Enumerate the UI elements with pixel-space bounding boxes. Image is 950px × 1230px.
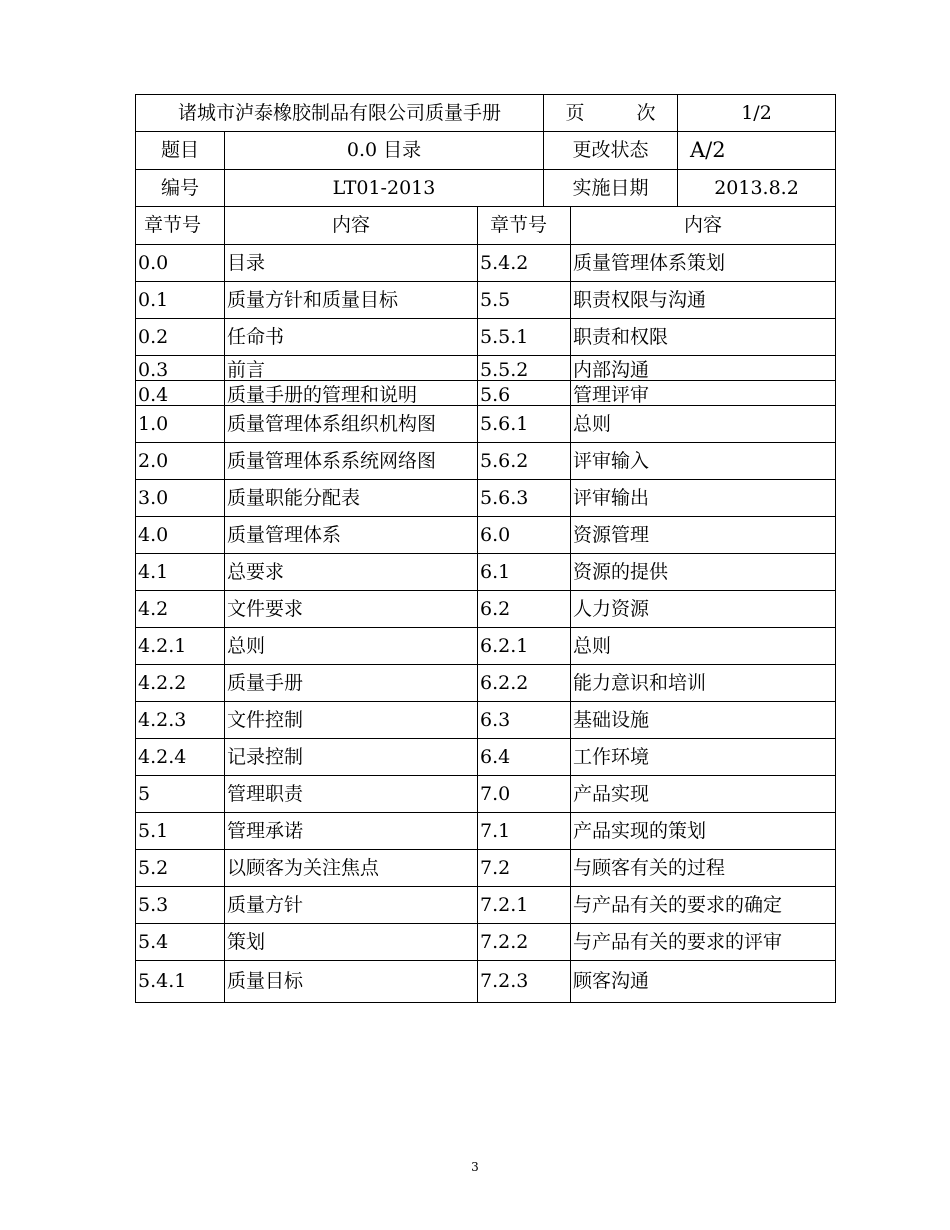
toc-cell-chapter-left: 0.4 xyxy=(136,381,225,406)
toc-cell-chapter-left: 5 xyxy=(136,776,225,813)
toc-row xyxy=(136,381,836,406)
toc-cell-chapter-left: 5.4.1 xyxy=(136,961,225,1003)
header-row-subject xyxy=(136,132,836,170)
toc-cell-content-right: 与顾客有关的过程 xyxy=(571,850,836,887)
toc-cell-chapter-right: 6.0 xyxy=(478,517,571,554)
toc-row xyxy=(136,628,836,665)
toc-cell-content-left: 任命书 xyxy=(225,319,478,356)
toc-cell-chapter-right: 5.6.3 xyxy=(478,480,571,517)
toc-header-row xyxy=(136,207,836,245)
toc-cell-content-left: 前言 xyxy=(225,356,478,381)
page-label-a: 页 xyxy=(565,101,585,124)
revision-label: 更改状态 xyxy=(544,132,678,170)
toc-cell-chapter-left: 4.2 xyxy=(136,591,225,628)
toc-cell-content-left: 质量管理体系系统网络图 xyxy=(225,443,478,480)
toc-row xyxy=(136,850,836,887)
toc-cell-content-right: 与产品有关的要求的确定 xyxy=(571,887,836,924)
toc-cell-chapter-left: 0.2 xyxy=(136,319,225,356)
toc-cell-content-right: 内部沟通 xyxy=(571,356,836,381)
toc-row xyxy=(136,406,836,443)
toc-cell-chapter-right: 5.6 xyxy=(478,381,571,406)
toc-cell-chapter-left: 3.0 xyxy=(136,480,225,517)
toc-cell-content-left: 目录 xyxy=(225,245,478,282)
toc-cell-content-right: 顾客沟通 xyxy=(571,961,836,1003)
code-value: LT01-2013 xyxy=(225,170,544,207)
toc-cell-content-right: 评审输出 xyxy=(571,480,836,517)
toc-cell-content-right: 评审输入 xyxy=(571,443,836,480)
toc-cell-content-left: 文件控制 xyxy=(225,702,478,739)
toc-cell-chapter-right: 7.2.3 xyxy=(478,961,571,1003)
page-value: 1/2 xyxy=(678,95,836,132)
toc-cell-content-right: 职责和权限 xyxy=(571,319,836,356)
subject-value: 0.0 目录 xyxy=(225,132,544,170)
toc-cell-chapter-right: 5.6.2 xyxy=(478,443,571,480)
toc-cell-content-left: 质量管理体系组织机构图 xyxy=(225,406,478,443)
toc-cell-chapter-right: 7.2 xyxy=(478,850,571,887)
date-label: 实施日期 xyxy=(544,170,678,207)
toc-cell-content-left: 管理承诺 xyxy=(225,813,478,850)
header-row-code xyxy=(136,170,836,207)
toc-cell-chapter-right: 5.5.1 xyxy=(478,319,571,356)
toc-cell-chapter-right: 5.5 xyxy=(478,282,571,319)
toc-cell-content-right: 基础设施 xyxy=(571,702,836,739)
toc-cell-content-right: 产品实现 xyxy=(571,776,836,813)
toc-cell-content-left: 质量手册的管理和说明 xyxy=(225,381,478,406)
toc-row xyxy=(136,776,836,813)
toc-cell-content-right: 管理评审 xyxy=(571,381,836,406)
header-table-2 xyxy=(135,131,836,207)
toc-row xyxy=(136,924,836,961)
date-value: 2013.8.2 xyxy=(678,170,836,207)
subject-label: 题目 xyxy=(136,132,225,170)
toc-body xyxy=(136,207,836,1003)
toc-row xyxy=(136,665,836,702)
toc-cell-chapter-right: 7.2.1 xyxy=(478,887,571,924)
toc-cell-content-left: 记录控制 xyxy=(225,739,478,776)
toc-cell-chapter-right: 5.4.2 xyxy=(478,245,571,282)
toc-cell-chapter-left: 5.3 xyxy=(136,887,225,924)
toc-cell-chapter-right: 5.5.2 xyxy=(478,356,571,381)
toc-cell-content-left: 总则 xyxy=(225,628,478,665)
toc-row xyxy=(136,702,836,739)
toc-cell-content-left: 质量手册 xyxy=(225,665,478,702)
toc-cell-content-right: 产品实现的策划 xyxy=(571,813,836,850)
toc-row xyxy=(136,961,836,1003)
toc-cell-content-right: 工作环境 xyxy=(571,739,836,776)
revision-value: A/2 xyxy=(678,132,836,170)
page-number: 3 xyxy=(471,1160,479,1174)
toc-cell-content-left: 质量方针和质量目标 xyxy=(225,282,478,319)
code-label: 编号 xyxy=(136,170,225,207)
toc-cell-chapter-left: 4.2.4 xyxy=(136,739,225,776)
col-content-right: 内容 xyxy=(571,207,836,245)
toc-cell-content-right: 人力资源 xyxy=(571,591,836,628)
toc-cell-chapter-right: 6.4 xyxy=(478,739,571,776)
toc-row xyxy=(136,887,836,924)
col-content-left: 内容 xyxy=(225,207,478,245)
toc-cell-content-right: 总则 xyxy=(571,628,836,665)
toc-cell-chapter-left: 1.0 xyxy=(136,406,225,443)
toc-cell-content-right: 职责权限与沟通 xyxy=(571,282,836,319)
col-chapter-right: 章节号 xyxy=(478,207,571,245)
toc-cell-chapter-left: 4.1 xyxy=(136,554,225,591)
toc-cell-chapter-left: 0.1 xyxy=(136,282,225,319)
toc-cell-content-left: 质量职能分配表 xyxy=(225,480,478,517)
toc-cell-content-left: 管理职责 xyxy=(225,776,478,813)
toc-cell-content-left: 策划 xyxy=(225,924,478,961)
page-label-b: 次 xyxy=(636,101,656,124)
toc-cell-chapter-right: 7.0 xyxy=(478,776,571,813)
toc-cell-content-left: 文件要求 xyxy=(225,591,478,628)
toc-cell-content-right: 质量管理体系策划 xyxy=(571,245,836,282)
toc-cell-chapter-left: 4.2.2 xyxy=(136,665,225,702)
toc-cell-chapter-left: 4.0 xyxy=(136,517,225,554)
toc-row xyxy=(136,480,836,517)
toc-cell-content-left: 总要求 xyxy=(225,554,478,591)
toc-cell-content-left: 质量方针 xyxy=(225,887,478,924)
toc-cell-chapter-left: 0.0 xyxy=(136,245,225,282)
toc-cell-chapter-right: 6.2 xyxy=(478,591,571,628)
toc-row xyxy=(136,739,836,776)
toc-cell-chapter-left: 4.2.3 xyxy=(136,702,225,739)
toc-cell-chapter-right: 6.3 xyxy=(478,702,571,739)
toc-cell-content-right: 与产品有关的要求的评审 xyxy=(571,924,836,961)
toc-cell-content-left: 以顾客为关注焦点 xyxy=(225,850,478,887)
toc-cell-chapter-right: 6.2.2 xyxy=(478,665,571,702)
toc-cell-chapter-right: 5.6.1 xyxy=(478,406,571,443)
toc-cell-chapter-left: 5.2 xyxy=(136,850,225,887)
col-chapter-left: 章节号 xyxy=(136,207,225,245)
toc-row xyxy=(136,282,836,319)
toc-row xyxy=(136,443,836,480)
toc-row xyxy=(136,813,836,850)
toc-cell-chapter-left: 0.3 xyxy=(136,356,225,381)
toc-cell-content-right: 能力意识和培训 xyxy=(571,665,836,702)
toc-cell-chapter-right: 6.1 xyxy=(478,554,571,591)
toc-row xyxy=(136,554,836,591)
manual-title: 诸城市泸泰橡胶制品有限公司质量手册 xyxy=(136,95,544,132)
toc-cell-chapter-left: 5.4 xyxy=(136,924,225,961)
toc-cell-content-left: 质量目标 xyxy=(225,961,478,1003)
toc-cell-content-left: 质量管理体系 xyxy=(225,517,478,554)
toc-row xyxy=(136,517,836,554)
toc-cell-content-right: 资源管理 xyxy=(571,517,836,554)
toc-cell-chapter-right: 7.2.2 xyxy=(478,924,571,961)
page-label xyxy=(544,95,678,132)
toc-table xyxy=(135,206,836,1003)
header-table xyxy=(135,94,836,132)
toc-cell-chapter-right: 7.1 xyxy=(478,813,571,850)
toc-cell-chapter-left: 5.1 xyxy=(136,813,225,850)
toc-row xyxy=(136,319,836,356)
toc-row xyxy=(136,245,836,282)
toc-row xyxy=(136,591,836,628)
toc-row xyxy=(136,356,836,381)
toc-cell-content-right: 资源的提供 xyxy=(571,554,836,591)
header-row-title xyxy=(136,95,836,132)
toc-cell-content-right: 总则 xyxy=(571,406,836,443)
toc-cell-chapter-right: 6.2.1 xyxy=(478,628,571,665)
toc-cell-chapter-left: 4.2.1 xyxy=(136,628,225,665)
toc-cell-chapter-left: 2.0 xyxy=(136,443,225,480)
